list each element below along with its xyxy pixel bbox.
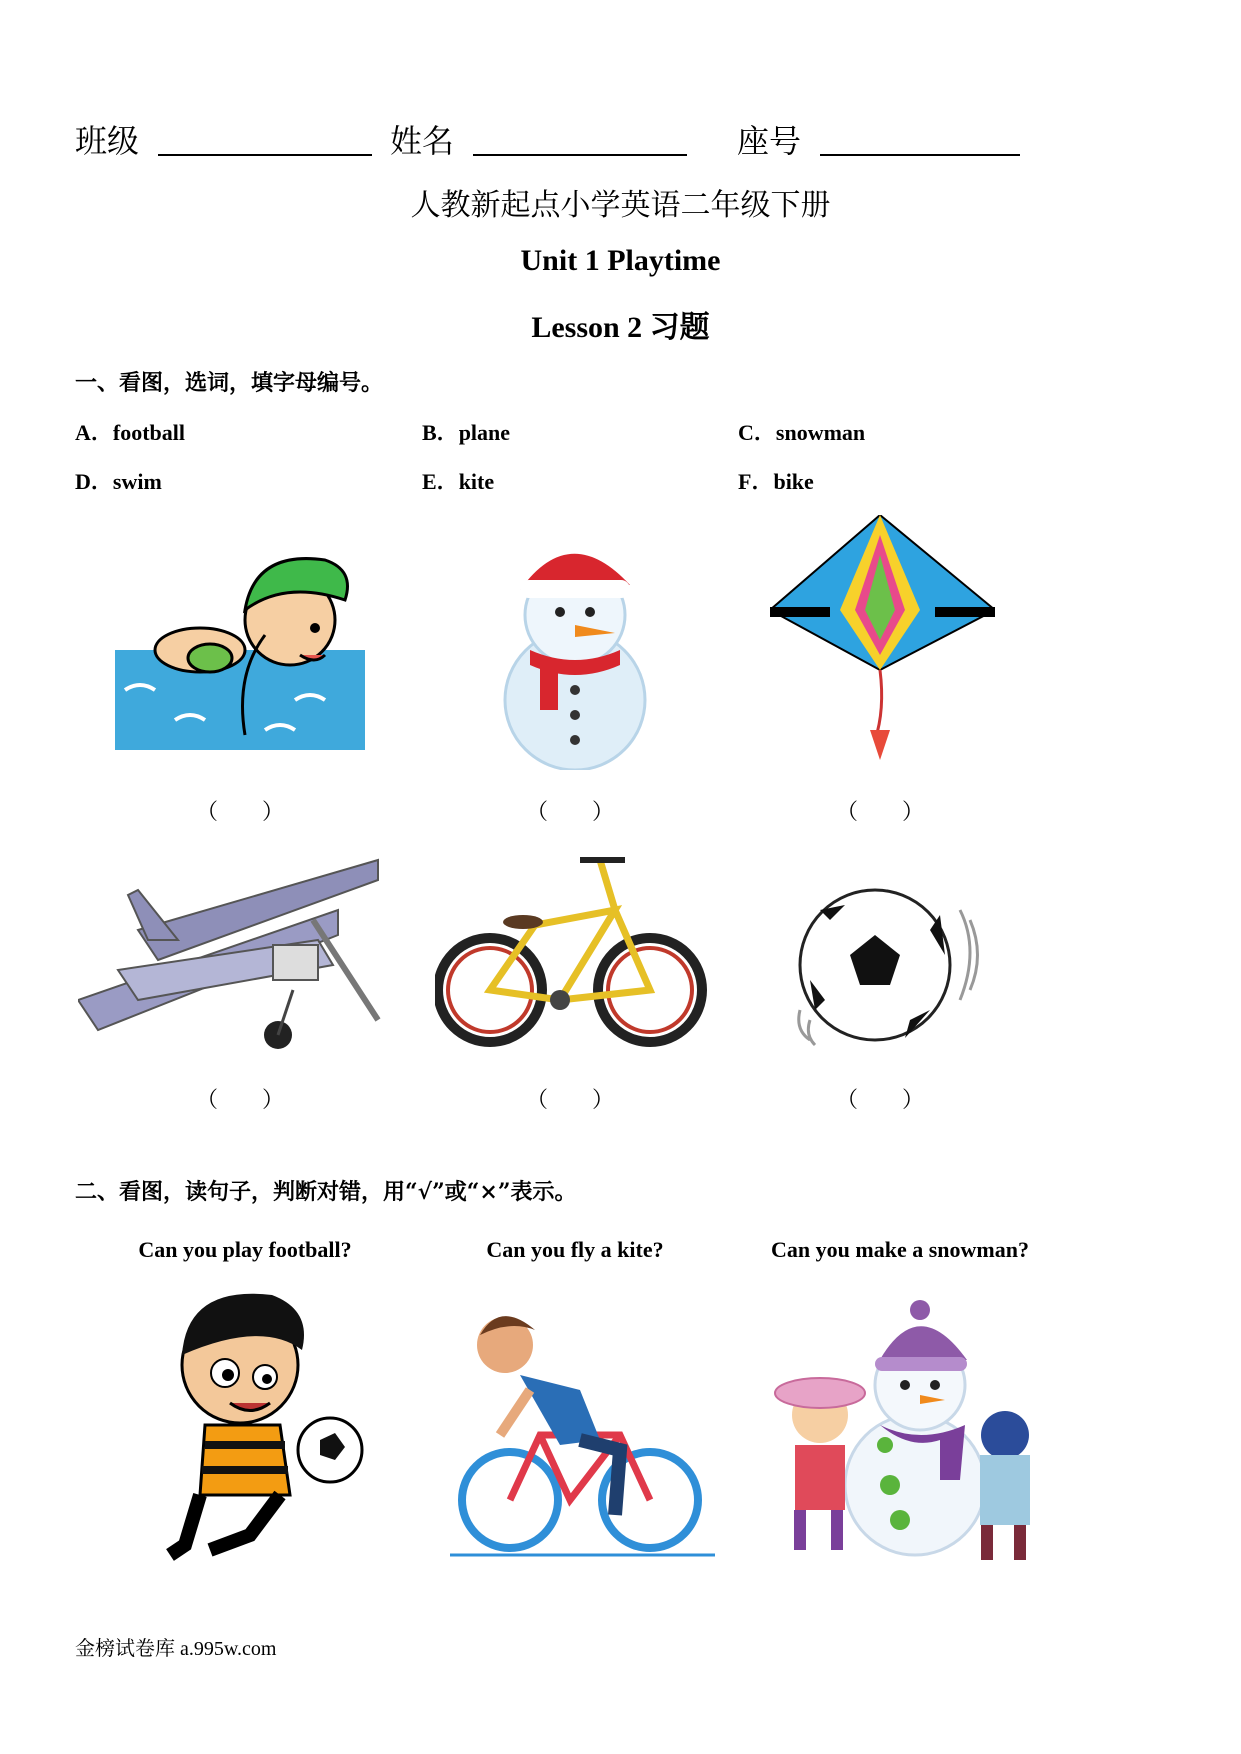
name-blank[interactable] bbox=[473, 124, 687, 156]
footer-text: 金榜试卷库 a.995w.com bbox=[75, 1638, 277, 1660]
answer-blank-1[interactable]: （ ） bbox=[195, 800, 284, 825]
seat-label: 座号 bbox=[737, 122, 802, 160]
answer-blank-3[interactable]: （ ） bbox=[835, 800, 924, 825]
question-2: Can you fly a kite? bbox=[486, 1237, 664, 1262]
question-3: Can you make a snowman? bbox=[771, 1237, 1029, 1262]
bike-picture bbox=[435, 850, 710, 1060]
plane-picture bbox=[78, 850, 398, 1060]
section1-heading: 一、看图，选词，填字母编号。 bbox=[75, 370, 384, 396]
class-blank[interactable] bbox=[158, 124, 372, 156]
snowman-picture bbox=[480, 530, 670, 770]
class-label: 班级 bbox=[75, 122, 140, 160]
name-label: 姓名 bbox=[390, 122, 455, 160]
boy-football-picture bbox=[140, 1285, 365, 1575]
option-f: F．bike bbox=[738, 469, 814, 494]
option-d: D．swim bbox=[75, 469, 162, 494]
option-e: E．kite bbox=[422, 469, 495, 494]
unit-title: Unit 1 Playtime bbox=[520, 244, 721, 277]
answer-blank-6[interactable]: （ ） bbox=[835, 1088, 924, 1113]
kids-snowman-picture bbox=[765, 1295, 1045, 1565]
section2-heading: 二、看图，读句子，判断对错，用“√”或“×”表示。 bbox=[75, 1179, 577, 1205]
kite-picture bbox=[770, 515, 995, 775]
lesson-title: Lesson 2 习题 bbox=[531, 311, 710, 344]
answer-blank-5[interactable]: （ ） bbox=[525, 1088, 614, 1113]
question-1: Can you play football? bbox=[138, 1237, 352, 1262]
option-b: B．plane bbox=[422, 420, 511, 445]
swimmer-picture bbox=[115, 540, 365, 750]
option-a: A．football bbox=[75, 420, 186, 445]
cyclist-picture bbox=[450, 1300, 715, 1560]
option-c: C．snowman bbox=[738, 420, 866, 445]
seat-blank[interactable] bbox=[820, 124, 1020, 156]
answer-blank-4[interactable]: （ ） bbox=[195, 1088, 284, 1113]
football-picture bbox=[790, 880, 990, 1050]
book-title: 人教新起点小学英语二年级下册 bbox=[410, 188, 831, 223]
answer-blank-2[interactable]: （ ） bbox=[525, 800, 614, 825]
